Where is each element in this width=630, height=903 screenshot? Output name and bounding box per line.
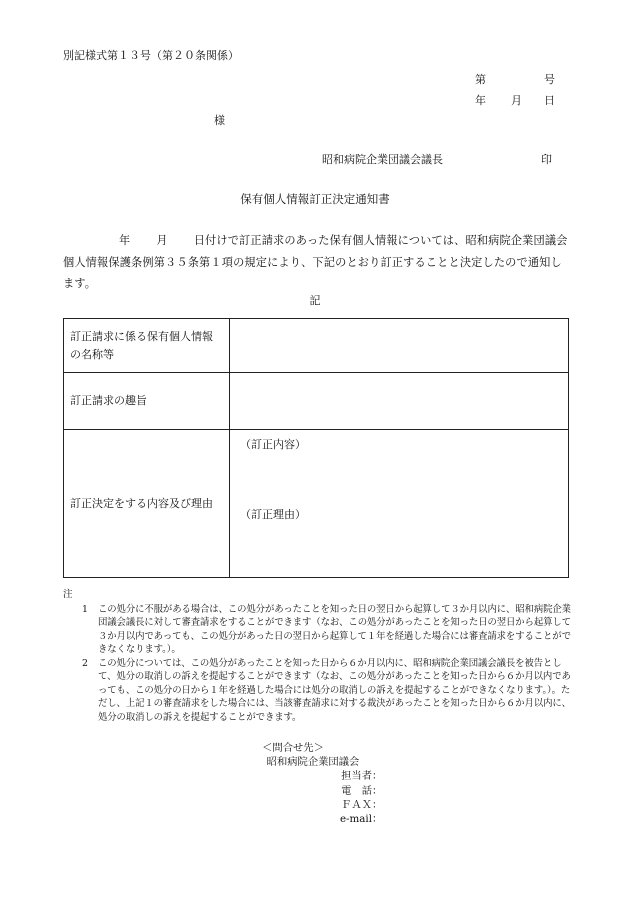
date-month-label: 月 — [511, 94, 522, 107]
contact-person-colon: ： — [372, 770, 383, 783]
note-number: 2 — [82, 658, 88, 669]
contact-email-colon: ： — [372, 812, 383, 825]
body-text: 日付けで訂正請求のあった保有個人情報については、昭和病院企業団議会個人情報保護条例第３５条第１項の規定により、下記のとおり訂正することと決定したので通知します。 — [63, 234, 568, 290]
table-row-purpose-label: 訂正請求の趣旨 — [64, 373, 230, 430]
contact-fax-label: ＦＡＸ — [341, 798, 372, 811]
contact-email-label: e-mail — [339, 812, 372, 825]
sender-name: 昭和病院企業団議会議長 — [322, 153, 443, 166]
contact-phone-colon: ： — [372, 784, 383, 797]
note-number: 1 — [82, 604, 88, 615]
recipient-honorific: 様 — [214, 114, 225, 127]
note-text: この処分については、この処分があったことを知った日から６か月以内に、昭和病院企業団議会議長を被告として、処分の取消しの訴えを提起することができます（なお、この処分があったことを知った日から６か月以内であっても、この処分の日から１年を経過した場合には処分の取消しの訴えを提起することができなくなります。）。ただし、上記１の審査請求をした場合には、当該審査請求に対する裁決があったことを知った日から６か月以内に、処分の取消しの訴えを提起することができます。 — [98, 658, 571, 723]
table-row-decision-value — [230, 430, 569, 578]
ki-heading: 記 — [309, 294, 321, 307]
document-title: 保有個人情報訂正決定通知書 — [240, 192, 390, 206]
date-year-label: 年 — [475, 94, 486, 107]
seal-mark: 印 — [541, 153, 552, 166]
note-text: この処分に不服がある場合は、この処分があったことを知った日の翌日から起算して３か月以内に、昭和病院企業団議会議長に対して審査請求をすることができます（なお、この処分があったことを知った日の翌日から起算して３か月以内であっても、この処分があった日の翌日から起算して１年を経過した場合には審査請求をすることができなくなります。）。 — [98, 604, 571, 656]
date-day-label: 日 — [544, 94, 555, 107]
decision-table — [63, 318, 569, 578]
contact-organization: 昭和病院企業団議会 — [266, 756, 360, 769]
table-row-name-label: 訂正請求に係る保有個人情報の名称等 — [64, 319, 230, 373]
body-year-label: 年 — [119, 234, 131, 247]
notes-heading: 注 — [63, 589, 73, 600]
contact-block — [0, 741, 630, 826]
correction-content-label: （訂正内容） — [240, 438, 306, 451]
table-row-purpose-value — [230, 373, 569, 430]
form-number: 別記様式第１３号（第２０条関係） — [63, 49, 239, 62]
correction-reason-label: （訂正理由） — [240, 508, 306, 521]
note-item — [82, 657, 572, 724]
contact-heading: ＜問合せ先＞ — [262, 742, 324, 754]
body-month-label: 月 — [156, 234, 168, 247]
contact-person-label: 担当者 — [341, 770, 372, 783]
note-item — [82, 603, 572, 657]
contact-phone-label: 電 話 — [341, 784, 372, 797]
table-row-name-value — [230, 319, 569, 373]
document-number-label: 第 — [475, 73, 486, 86]
body-paragraph — [63, 230, 571, 295]
contact-fax-colon: ： — [372, 798, 383, 811]
document-number-suffix: 号 — [544, 73, 555, 86]
table-row-decision-label: 訂正決定をする内容及び理由 — [64, 430, 230, 578]
